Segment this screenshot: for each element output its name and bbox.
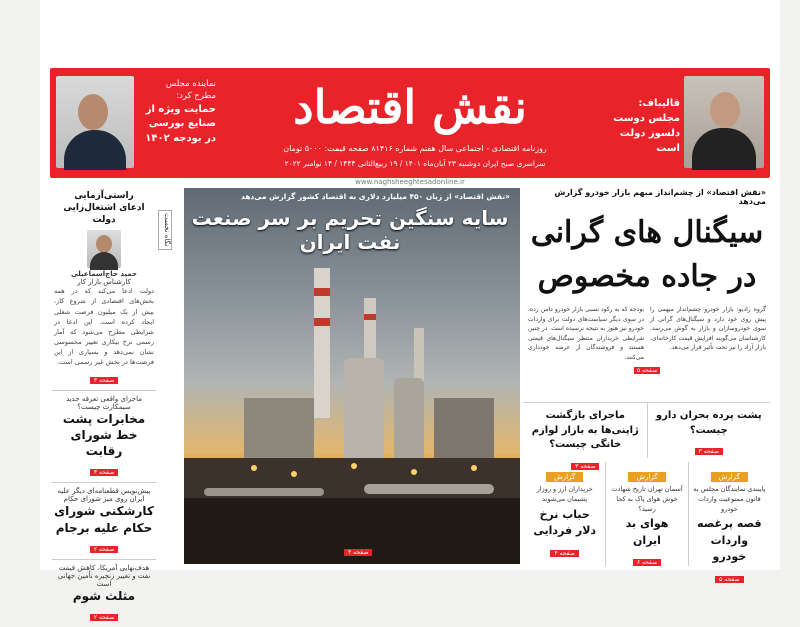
fact-check-body: دولت ادعا می‌کند که در همه بخش‌های اقتصادی از شروع کار، بیش از یک میلیون فرصت شغلی ایجاد کرده است. این ادعا در شرایطی مطرح می‌شود که آمار رسمی نرخ بیکاری تغییر محسوسی نشان نمی‌دهد و بسیاری از این فرصت‌ها در بخش غیر رسمی است. — [54, 287, 154, 366]
report-air-pollution[interactable] — [605, 462, 687, 566]
story-japanese-appliances[interactable] — [524, 403, 647, 470]
report-headline: هوای بد ایران — [625, 517, 669, 547]
speaker-portrait-photo — [684, 76, 764, 168]
right-teaser-text — [606, 96, 680, 156]
left-teaser-text — [138, 78, 216, 146]
iaea-kicker: پیش‌نویس قطعنامه‌ای دیگر علیه ایران روی میز شورای حکام — [57, 487, 151, 504]
left-teaser-line5: در بودجه ۱۴۰۲ — [145, 132, 216, 144]
page-ref: صفحه ۳ — [90, 377, 118, 384]
first-look-tab: نگاه نخست — [158, 210, 172, 250]
report-boxes — [524, 462, 770, 583]
left-teaser-line1: نماینده مجلس — [165, 79, 216, 89]
page-ref: صفحه ۵ — [715, 576, 743, 583]
left-sec-triangle[interactable] — [52, 560, 156, 627]
right-teaser-line3: دلسوز دولت — [619, 128, 680, 139]
secondary-stories — [524, 402, 770, 470]
author-name: حمید حاج‌اسماعیلی — [71, 270, 137, 279]
triangle-headline: مثلث شوم — [72, 588, 136, 603]
telecom-kicker: ماجرای واقعی تعرفه جدید سیمکارت چیست؟ — [66, 394, 142, 411]
page-ref: صفحه ۵ — [634, 367, 660, 374]
report-kicker: پایبندی نمایندگان مجلس به قانون ممنوعیت واردات خودرو — [693, 485, 766, 513]
masthead-left-teaser[interactable] — [56, 76, 216, 170]
telecom-headline: مخابرات پشت خط شورای رقابت — [62, 411, 146, 459]
left-sec-iaea[interactable] — [52, 483, 156, 559]
main-body — [524, 305, 770, 363]
left-sec-fact-check[interactable] — [52, 186, 156, 391]
report-kicker: خریداران ارز و روزار پشیمان می‌شوند — [536, 485, 593, 503]
right-teaser-line1: قالیباف: — [638, 98, 680, 109]
main-headline-line2: در جاده مخصوص — [537, 258, 757, 294]
left-teaser-line2: مطرح کرد: — [176, 91, 216, 102]
report-car-imports[interactable] — [688, 462, 770, 583]
fact-check-headline: ادعای اشتغال‌زایی دولت — [63, 203, 145, 226]
page-ref: صفحه ۲ — [90, 614, 118, 621]
page-ref: صفحه ۴ — [550, 550, 578, 557]
iaea-headline: کارشکنی شورای حکام علیه برجام — [54, 504, 154, 535]
hero-title: سایه سنگین تحریم بر سر صنعت نفت ایران — [191, 206, 509, 254]
page-ref: صفحه ۳ — [90, 469, 118, 476]
report-tag: گزارش — [711, 472, 748, 482]
newspaper-front-page — [40, 0, 780, 622]
page-ref: صفحه ۲ — [90, 546, 118, 553]
main-headline-line1: سیگنال های گرانی — [530, 215, 764, 250]
newspaper-logo: نقش اقتصاد — [293, 80, 527, 134]
page-ref: صفحه ۳ — [695, 448, 723, 455]
right-teaser-line4: است — [656, 143, 680, 154]
masthead-right-teaser[interactable] — [604, 76, 764, 170]
report-tag: گزارش — [546, 472, 583, 482]
page-ref: صفحه ۶ — [633, 559, 661, 566]
mp-portrait-photo — [56, 76, 134, 168]
hero-kicker: «نقش اقتصاد» از زیان ۴۵۰ میلیارد دلاری به اقتصاد کشور گزارش می‌دهد — [240, 192, 510, 201]
hero-story[interactable] — [184, 188, 520, 564]
drug-crisis-headline: پشت پرده بحران دارو چیست؟ — [655, 410, 762, 436]
report-headline: قصه پرغصه واردات خودرو — [697, 517, 762, 564]
left-sec-telecom[interactable] — [52, 391, 156, 484]
japanese-appliances-headline: ماجرای بازگشت ژاپنی‌ها به بازار لوازم خانگی چیست؟ — [531, 410, 639, 450]
fact-check-kicker: راستی‌آزمایی — [74, 191, 134, 201]
report-tag: گزارش — [628, 472, 665, 482]
masthead-dateline: سراسری صبح ایران دوشنبه ۲۳ آبان‌ماه ۱۴۰۱ / ۱۹ ربیع‌الثانی ۱۴۴۴ / ۱۴ نوامبر ۲۰۲۲ — [284, 159, 546, 168]
triangle-kicker: هدف‌نهایی آمریکا، کاهش قیمت نفت و تغییر زنجیره تأمین جهانی است — [57, 563, 151, 588]
main-body-right: گروه رادیو: بازار خودرو چشم‌انداز مبهمی را پیش روی خود دارد و سیگنال‌های گرانی از سوی خودروسازان و بازار به گوش می‌رسد. کارشناسان می‌گویند افزایش قیمت کارخانه‌ای، بازار آزاد را نیز تحت تأثیر قرار می‌دهد. — [650, 306, 766, 352]
page-ref: صفحه ۴ — [344, 549, 372, 556]
left-column — [52, 186, 156, 622]
author-portrait — [87, 230, 121, 268]
left-teaser-line3: حمایت ویژه از — [145, 103, 216, 115]
report-kicker: آسمان تهران تاریخ شهادت خوش هوای پاک به کجا رسید؟ — [611, 485, 683, 513]
report-dollar-bubble[interactable] — [524, 462, 605, 566]
report-headline: حباب نرخ دلار فردایی — [533, 507, 597, 537]
left-teaser-line4: صنایع بورسی — [148, 118, 216, 130]
masthead — [50, 68, 770, 178]
refinery-illustration — [184, 248, 520, 564]
main-body-left: بودجه که به رکود نسبی بازار خودرو دامن زده، در سوی دیگر سیاست‌های دولت برای واردات خودرو نیز هنوز به نتیجه نرسیده است. در چنین شرایطی خریداران منتظر سیگنال‌های قیمتی هستند و فروشندگان از عرضه خودداری می‌کنند. — [528, 306, 644, 361]
main-kicker: «نقش اقتصاد» از چشم‌انداز مبهم بازار خودرو گزارش می‌دهد — [554, 188, 766, 206]
page-ref: صفحه ۳ — [571, 463, 599, 470]
right-teaser-line2: مجلس دوست — [613, 113, 680, 124]
website-url[interactable]: www.naghsheeghtesadonline.ir — [355, 178, 465, 186]
main-story[interactable] — [524, 186, 770, 374]
story-drug-crisis[interactable] — [647, 403, 771, 458]
author-role: کارشناس بازار کار — [77, 278, 131, 287]
masthead-subtitle: روزنامه اقتصادی - اجتماعی سال هفتم شماره ۸۱۴۱۶ صفحه قیمت: ۵۰۰۰ تومان — [283, 144, 547, 153]
